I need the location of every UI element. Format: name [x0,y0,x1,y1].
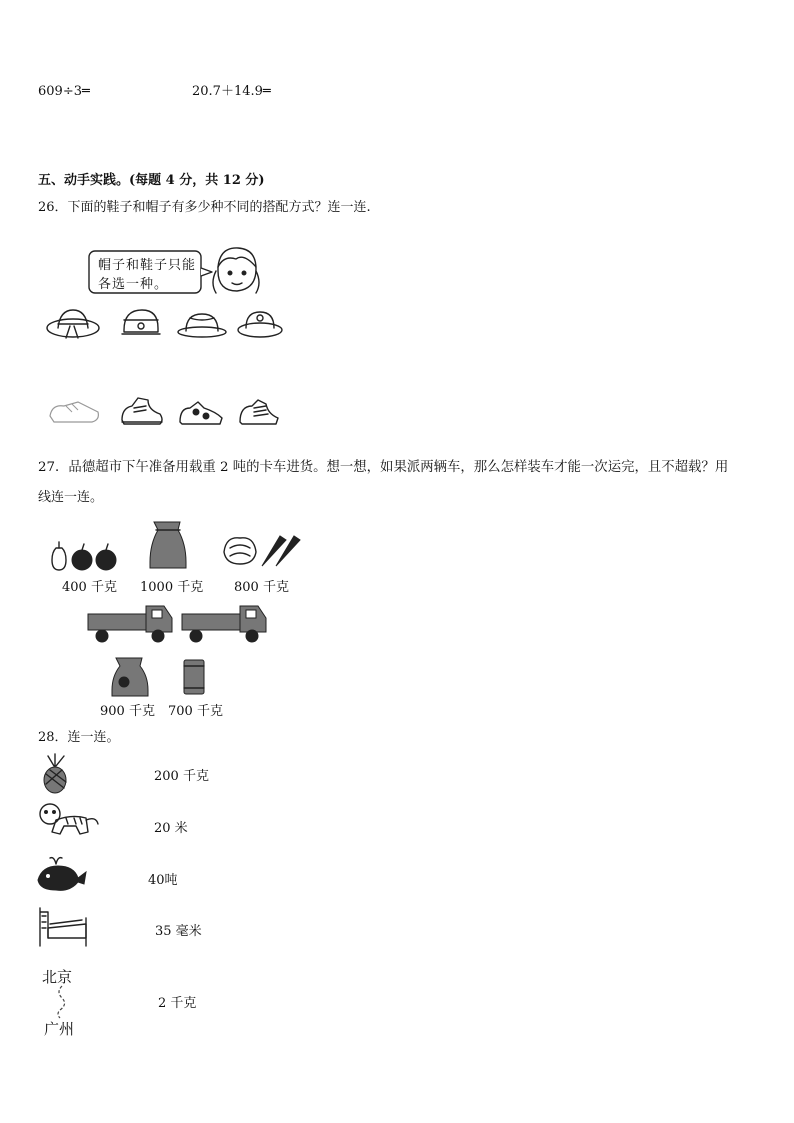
question-26-text: 26．下面的鞋子和帽子有多少种不同的搭配方式？连一连. [38,200,371,215]
hat-3-icon [176,308,228,340]
q28-label-20m: 20 米 [154,821,188,836]
sack-icon [108,654,152,698]
item-label-700: 700 千克 [168,704,223,719]
bed-icon [36,904,92,950]
shoe-2-icon [118,394,166,428]
item-label-400: 400 千克 [62,580,117,595]
map-label-guangzhou: 广州 [44,1020,75,1038]
truck-1-icon [86,600,178,644]
speech-bubble-text [98,256,196,294]
item-label-800: 800 千克 [234,580,289,595]
shoe-4-icon [236,396,282,428]
question-28-text: 28．连一连。 [38,730,120,745]
shoe-1-icon [46,396,102,428]
section-title: 五、动手实践。(每题 4 分，共 12 分) [38,173,265,188]
calc-expression-2: 20.7＋14.9═ [192,84,271,99]
girl-icon [210,245,262,300]
q28-label-35mm: 35 毫米 [155,924,202,939]
item-label-900: 900 千克 [100,704,155,719]
q28-label-200kg: 200 千克 [154,769,209,784]
hat-2-icon [118,306,164,342]
truck-2-icon [180,600,272,644]
fruit-icon [46,538,120,572]
q28-label-40t: 40吨 [148,873,178,888]
map-route-icon [52,984,76,1018]
hat-1-icon [46,306,102,342]
pineapple-icon [38,754,72,794]
shoe-3-icon [176,396,226,428]
question-27-text-line1: 27．品德超市下午准备用载重 2 吨的卡车进货。想一想，如果派两辆车，那么怎样装车才能一次运完，且不超载？用 [38,460,729,475]
tiger-icon [36,800,102,838]
bubble-line-2: 各选一种。 [98,277,169,292]
can-icon [182,658,206,696]
sack-icon [146,518,190,570]
calc-expression-1: 609÷3═ [38,84,90,99]
item-label-1000: 1000 千克 [140,580,204,595]
whale-icon [34,854,88,894]
q28-label-2kg: 2 千克 [158,996,197,1011]
hat-4-icon [236,306,284,342]
map-label-beijing: 北京 [42,968,73,986]
bubble-line-1: 帽子和鞋子只能 [98,258,197,273]
vegetable-icon [220,530,302,570]
question-27-text-line2: 线连一连。 [38,490,104,505]
